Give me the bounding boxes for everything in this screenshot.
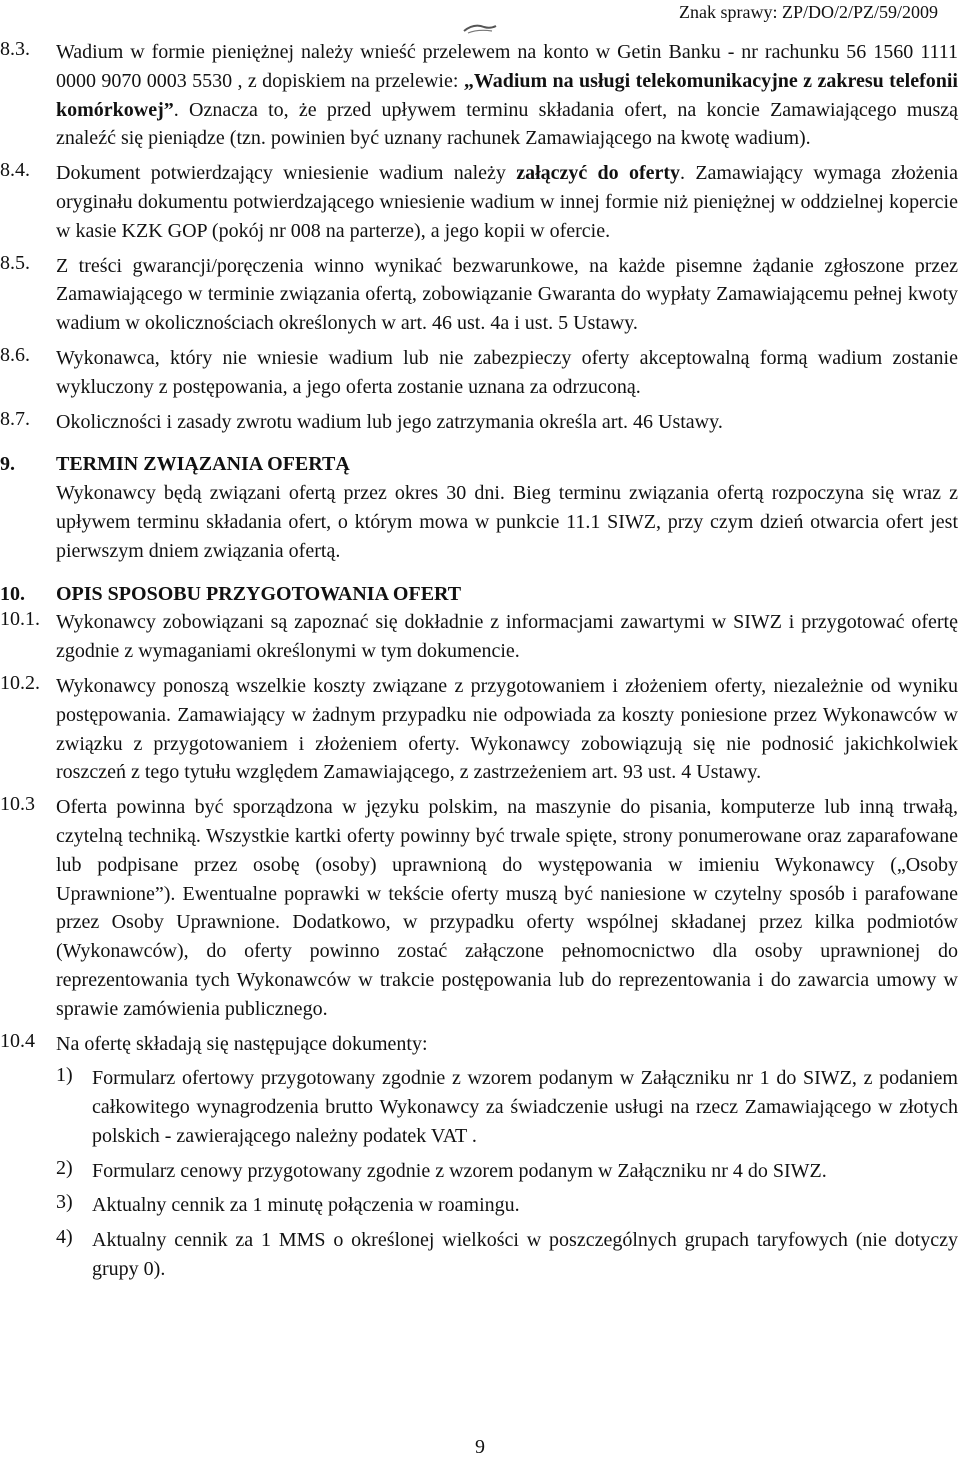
list-item <box>56 1157 958 1186</box>
numbered-paragraph <box>0 159 958 245</box>
section-8-items <box>0 38 958 436</box>
paragraph-text: Wykonawcy ponoszą wszelkie koszty związane z przygotowaniem i złożeniem oferty, niezależnie od wyniku postępowania. Zamawiający w żadnym przypadku nie odpowiada za koszty poniesione przez Wykonawców w związku z przygotowaniem i złożeniem oferty. Wykonawcy zobowiązują się nie podnosić jakichkolwiek roszczeń z tego tytułu względem Zamawiającego, z zastrzeżeniem art. 93 ust. 4 Ustawy. <box>56 674 958 784</box>
paragraph-number: 10.2. <box>0 671 40 694</box>
text-run: Wadium w formie pieniężnej należy wnieść przelewem na konto w Getin Banku - nr rachunku 56 1560 1111 0000 9070 0003 5530 , z dopiskiem na przelewie: <box>56 41 958 92</box>
numbered-paragraph <box>0 344 958 402</box>
section-9-text: Wykonawcy będą związani ofertą przez okres 30 dni. Bieg terminu związania ofertą rozpoczyna się wraz z upływem terminu składania ofert, o którym mowa w punkcie 11.1 SIWZ, przy czym dzień otwarcia ofert jest pierwszym dniem związania ofertą. <box>56 482 958 562</box>
numbered-paragraph <box>0 252 958 338</box>
list-item-text: Aktualny cennik za 1 minutę połączenia w roamingu. <box>92 1194 520 1217</box>
paragraph-text <box>56 159 958 245</box>
section-10-items <box>0 608 958 1058</box>
paragraph-text <box>56 252 958 338</box>
list-item <box>56 1064 958 1150</box>
paragraph-text: Na ofertę składają się następujące dokumenty: <box>56 1032 428 1055</box>
paragraph-number: 10.3 <box>0 793 35 816</box>
text-run: Okoliczności i zasady zwrotu wadium lub jego zatrzymania określa art. 46 Ustawy. <box>56 410 723 433</box>
list-item-text: Formularz cenowy przygotowany zgodnie z wzorem podanym w Załączniku nr 4 do SIWZ. <box>92 1159 827 1182</box>
paragraph-text <box>56 408 958 437</box>
numbered-paragraph <box>0 793 958 1023</box>
list-item-text: Aktualny cennik za 1 MMS o określonej wielkości w poszczególnych grupach taryfowych (nie dotyczy grupy 0). <box>92 1229 958 1281</box>
numbered-paragraph <box>0 608 958 666</box>
section-title: OPIS SPOSOBU PRZYGOTOWANIA OFERT <box>56 582 462 605</box>
document-body <box>0 38 958 1290</box>
text-run: Z treści gwarancji/poręczenia winno wynikać bezwarunkowe, na każde pisemne żądanie zgłoszone przez Zamawiającego w terminie związania ofertą, zobowiązanie Gwaranta do wypłaty Zamawiającemu pełnej kwoty wadium w okolicznościach określonych w art. 46 ust. 4a i ust. 5 Ustawy. <box>56 254 958 335</box>
list-item-number: 4) <box>56 1226 73 1249</box>
paragraph-number: 8.3. <box>0 38 30 60</box>
list-item <box>56 1191 958 1220</box>
section-number: 9. <box>0 453 15 476</box>
numbered-paragraph <box>0 1030 958 1059</box>
page-number: 9 <box>475 1436 485 1458</box>
paragraph-text <box>56 344 958 402</box>
section-number: 10. <box>0 582 25 605</box>
paragraph-text: Wykonawcy zobowiązani są zapoznać się dokładnie z informacjami zawartymi w SIWZ i przygotować ofertę zgodnie z wymaganiami określonymi w tym dokumencie. <box>56 611 958 663</box>
text-run: . Oznacza to, że przed upływem terminu składania ofert, na koncie Zamawiającego muszą znaleźć się pieniądze (tzn. powinien być uznany rachunek Zamawiającego na kwotę wadium). <box>56 98 958 150</box>
bold-text: „Wadium na usługi telekomunikacyjne z zakresu telefonii komórkowej” <box>56 69 958 121</box>
text-run: . Zamawiający wymaga złożenia oryginału dokumentu potwierdzającego wniesienie wadium w innej formie niż pieniężnej w oddzielnej kopercie w kasie KZK GOP (pokój nr 008 na parterze), a jego kopii w ofercie. <box>56 162 958 242</box>
document-list <box>0 1064 958 1284</box>
bold-text: załączyć do oferty <box>516 162 681 185</box>
paragraph-number: 8.6. <box>0 343 30 366</box>
section-10-heading <box>0 580 958 609</box>
paragraph-number: 10.4 <box>0 1029 35 1052</box>
paragraph-text: Oferta powinna być sporządzona w języku polskim, na maszynie do pisania, komputerze lub inną trwałą, czytelną techniką. Wszystkie kartki oferty powinny być trwale spięte, strony ponumerowane oraz zaparafowane lub podpisane przez osobę (osoby) uprawnioną do występowania w imieniu Wykonawcy („Osoby Uprawnione”). Ewentualne poprawki w tekście oferty muszą być naniesione w czytelny sposób i parafowane przez Osoby Uprawnione. Dodatkowo, w przypadku oferty wspólnej składanej przez kilka podmiotów (Wykonawców), do oferty powinno zostać załączone pełnomocnictwo dla osoby uprawnionej do reprezentowania tych Wykonawców w trakcie postępowania lub do reprezentowania i do zawarcia umowy w sprawie zamówienia publicznego. <box>56 796 958 1020</box>
list-item-number: 1) <box>56 1064 73 1087</box>
text-run: Wykonawca, który nie wniesie wadium lub nie zabezpieczy oferty akceptowalną formą wadium zostanie wykluczony z postępowania, a jego oferta zostanie uznana za odrzuconą. <box>56 346 958 398</box>
logo-icon <box>460 22 500 36</box>
text-run: Dokument potwierdzający wniesienie wadium należy <box>56 162 517 185</box>
paragraph-number: 10.1. <box>0 608 40 631</box>
list-item <box>56 1226 958 1284</box>
numbered-paragraph <box>0 38 958 153</box>
numbered-paragraph <box>0 672 958 787</box>
paragraph-number: 8.7. <box>0 407 30 430</box>
paragraph-text <box>56 38 958 153</box>
list-item-number: 3) <box>56 1191 73 1214</box>
paragraph-number: 8.5. <box>0 251 30 274</box>
numbered-paragraph <box>0 408 958 437</box>
case-sign: Znak sprawy: ZP/DO/2/PZ/59/2009 <box>679 2 938 22</box>
list-item-text: Formularz ofertowy przygotowany zgodnie z wzorem podanym w Załączniku nr 1 do SIWZ, z podaniem całkowitego wynagrodzenia brutto Wykonawcy za świadczenie usługi na rzecz Zamawiającego w złotych polskich - zawierającego należny podatek VAT . <box>92 1067 958 1147</box>
list-item-number: 2) <box>56 1156 73 1179</box>
section-title: TERMIN ZWIĄZANIA OFERTĄ <box>56 453 350 476</box>
section-9-heading <box>0 450 958 479</box>
paragraph-number: 8.4. <box>0 159 30 182</box>
